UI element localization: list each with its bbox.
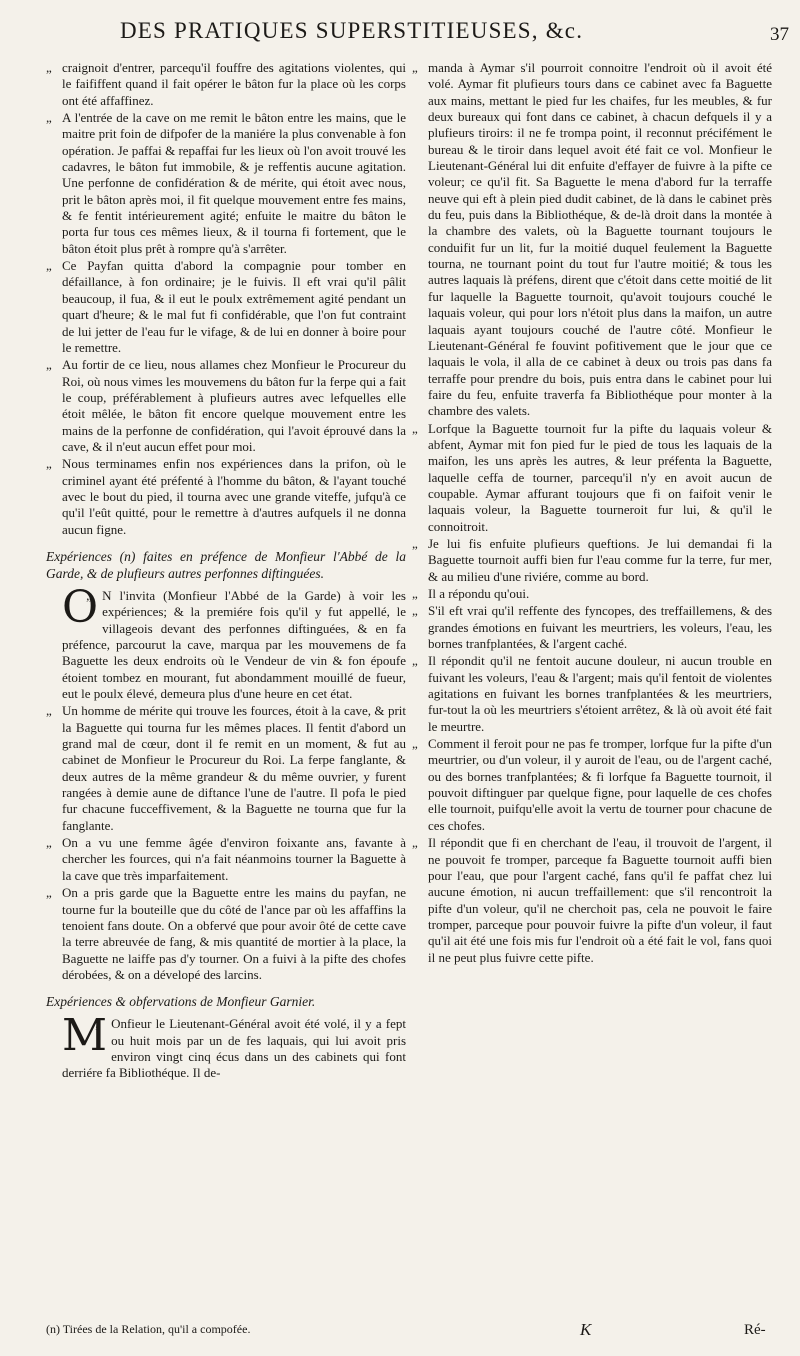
drop-cap: „ M bbox=[62, 1010, 108, 1062]
section-heading: Expériences & obfervations de Monfieur Garnier. bbox=[46, 994, 316, 1010]
paragraph: „ Lorfque la Baguette tournoit fur la pifte du laquais voleur & abfent, Aymar mit fon pied fur le pied de tous les laquais de la maifon, les uns après les autres, & leur préfenta la Baguette, laquelle ceffa de tourner, parcequ'il n'y en avoit aucun de coupable. Aymar affurant toujours que fi on faifoit venir le laquais voleur, la Baguette tourneroit fur lui, & qu'il le connoitroit. bbox=[412, 421, 772, 535]
footnote: (n) Tirées de la Relation, qu'il a compofée. bbox=[46, 1322, 251, 1336]
catchword: Ré- bbox=[744, 1322, 766, 1338]
paragraph-dropcap bbox=[46, 1010, 406, 1081]
paragraph: „ Un homme de mérite qui trouve les fources, étoit à la cave, & prit la Baguette qui tourna fur les mêmes places. Il fentit d'abord un grand mal de cœur, dont il fe remit en un moment, & fut au cabinet de Monfieur le Procureur du Roi. La ferpe fanglante, & deux autres de la même grandeur & du même ouvrier, y furent rangées à demie aune de diftance l'une de l'autre. Il pofa le pied fur chacune fucceffivement, & la Baguette ne tourna que fur la fanglante. bbox=[46, 703, 406, 834]
page-header bbox=[0, 4, 800, 50]
paragraph: „ S'il eft vrai qu'il reffente des fyncopes, des treffaillemens, & des grandes émotions en fuivant les meurtriers, les voleurs, l'eau, les bornes tranfplantées, & l'argent caché. bbox=[412, 603, 772, 652]
drop-cap: „ O bbox=[62, 581, 99, 633]
paragraph: „ A l'entrée de la cave on me remit le bâton entre les mains, que le maitre prit foin de difpofer de la maniére la plus convenable à fon opération. Je paffai & repaffai fur les lieux où l'on avoit trouvé les cadavres, le bâton fut immobile, & je reffentis aucune agitation. Une perfonne de confidération & de mérite, qui étoit avec nous, prit le bâton après moi, il fit quelque mouvement entre fes mains, & fe fentit intérieurement agité; enfuite le maitre du bâton le porta fur tous ces mêmes lieux, & il tourna fi fortement, que le bâton étoit plus prêt à rompre qu'à s'arrêter. bbox=[46, 110, 406, 257]
left-column bbox=[46, 60, 406, 1083]
paragraph: „ Comment il feroit pour ne pas fe tromper, lorfque fur la pifte d'un meurtrier, ou d'un voleur, il y auroit de l'eau, ou de l'argent caché, ou des bornes tranfplantées; & fi lorfque fa Baguette tournoit, il pouvoit diftinguer par quelque figne, pour laquelle de ces chofes elle tournoit, puifqu'elle avoit la vertu de tourner pour chacune de ces chofes. bbox=[412, 736, 772, 834]
running-title: DES PRATIQUES SUPERSTITIEUSES, &c. bbox=[120, 18, 584, 43]
page-number: 37 bbox=[770, 24, 789, 45]
paragraph: „ Il répondit que fi en cherchant de l'eau, il trouvoit de l'argent, il ne pouvoit fe tromper, parceque fa Baguette tournoit auffi bien pour l'eau, que pour l'argent caché, fans qu'il fe paffat chez lui aucune émotion, ni aucun treffaillement: que s'il rencontroit la pifte d'un voleur, qu'il ne cherchoit pas, cela ne pouvoit le faire tromper, parceque pour pouvoir fuivre la pifte d'un voleur, il faut qu'il ait été une fois mis fur l'endroit où a été fait le vol, fans quoi il ne peut plus fuivre cette pifte. bbox=[412, 835, 772, 966]
right-column bbox=[412, 60, 772, 967]
paragraph: „ Au fortir de ce lieu, nous allames chez Monfieur le Procureur du Roi, où nous vimes les mouvemens du bâton fur la ferpe qui a fait le coup, préférablement à plufieurs autres avec lefquelles elle étoit mêlée, le bâton fit encore quelque mouvement entre les mains de la perfonne de confidération, qui l'avoit éprouvé dans la cave, & il n'eut aucun effet pour moi. bbox=[46, 357, 406, 455]
paragraph: „ On a vu une femme âgée d'environ foixante ans, favante à chercher les fources, qui n'a fait néanmoins tourner la Baguette à la cave que très imparfaitement. bbox=[46, 835, 406, 884]
paragraph-dropcap bbox=[46, 581, 406, 702]
signature-mark: K bbox=[580, 1320, 592, 1339]
paragraph: „ Ce Payfan quitta d'abord la compagnie pour tomber en défaillance, à fon ordinaire; je le fuivis. Il eft vrai qu'il pâlit beaucoup, il fua, & il eut le poulx extrêmement agité pendant un quart d'heure; & le mal fut fi confidérable, que l'on fut contraint de lui jetter de l'eau fur le vifage, & de lui en donner à boire pour le remettre. bbox=[46, 258, 406, 356]
paragraph: „ Je lui fis enfuite plufieurs queftions. Je lui demandai fi la Baguette tournoit auffi bien fur l'eau comme fur la terre, fur mer, & au milieu d'une riviére, comme au bord. bbox=[412, 536, 772, 585]
paragraph: „ Il a répondu qu'oui. bbox=[412, 586, 772, 602]
section-heading: Expériences (n) faites en préfence de Monfieur l'Abbé de la Garde, & de plufieurs autres perfonnes diftinguées. bbox=[46, 548, 406, 581]
paragraph: „ Nous terminames enfin nos expériences dans la prifon, où le criminel ayant été préfenté à l'homme du bâton, & l'ayant touché avec le bout du pied, il tourna avec une grande viteffe, jufqu'à ce qu'il l'eût quitté, pour le remettre à d'autres aufquels il ne donna aucun figne. bbox=[46, 456, 406, 538]
paragraph: „ craignoit d'entrer, parcequ'il fouffre des agitations violentes, qui le faififfent quand il fait opérer le bâton fur la place où les corps ont été affaffinez. bbox=[46, 60, 406, 109]
paragraph: „ Il répondit qu'il ne fentoit aucune douleur, ni aucun trouble en fuivant les voleurs, l'eau & l'argent; mais qu'il fentoit de violentes agitations en fuivant les bornes tranfplantées & les meurtriers, fur-tout la où les meurtriers s'étoient arrêtez, & là où avoit été fait le meurtre. bbox=[412, 653, 772, 735]
paragraph: „ manda à Aymar s'il pourroit connoitre l'endroit où il avoit été volé. Aymar fit plufieurs tours dans ce cabinet avec fa Baguette aux mains, mettant le pied fur les chaifes, fur les meubles, & fur deux bureaux qui font dans ce cabinet, à chacun defquels il y a plufieurs tiroirs: il ne fe trompa point, il reconnut précifément le bureau & le tiroir dans lequel avoit été fait ce vol. Monfieur le Lieutenant-Général lui dit enfuite d'effayer de fuivre à la pifte ce voleur; ce qu'il fit. Sa Baguette le mena d'abord fur la terraffe neuve qui eft à plein pied dudit cabinet, de là dans le cabinet près du feu, puis dans la Bibliothéque, & de-là droit dans la montée à la chambre des valets, où la Baguette tournant toujours le conduifit fur un lit, fur la moitié duquel feulement la Baguette tourna, ne tournant point du tout fur l'autre moitié; & tous les autres laquais là préfens, dirent que c'étoit dans cette moitié de lit fur laquelle la Baguette tournoit, qu'avoit toujours couché le laquais voleur, qui pour lors n'étoit plus dans la maifon, un autre laquais ayant toujours couché de l'autre côté. Monfieur le Lieutenant-Général fe fouvint pofitivement que le jour que ce laquais le vola, il alla de ce cabinet à deux ou trois pas dans fa terraffe pour prendre du bois, puis entra dans le cabinet pour lui faire du feu, enfuite traverfa fa Bibliothéque pour monter à la chambre des valets. bbox=[412, 60, 772, 420]
paragraph-text: N l'invita (Monfieur l'Abbé de la Garde) à voir les expériences; & la premiére fois qu'il y fut appellé, le villageois devant des perfonnes diftinguées, & en fa préfence, parcourut la cave, marqua par les mouvemens de fa Baguette les deux endroits où le Vendeur de vin & fon époufe étoient tombez en mourant, fut abondamment mouillé de fueur, eut le poulx élevé, demeura plus d'une heure en cet état. bbox=[62, 587, 406, 702]
paragraph-text: Onfieur le Lieutenant-Général avoit été volé, il y a fept ou huit mois par un de fes laquais, qui lui avoit pris environ vingt cinq écus dans un des cabinets qui font derriére fa Bibliothéque. Il de- bbox=[62, 1016, 406, 1081]
paragraph: „ On a pris garde que la Baguette entre les mains du payfan, ne tourne fur la bouteille que du côté de l'ance par où les affaffins la tenoient fans doute. On a obfervé que pour avoir ôté de cette cave la terre abreuvée de fang, & mis quantité de mortier à la place, la Baguette ne laiffe pas d'y tourner. On a fuivi à la pifte des chofes dérobées, & on a dévelopé des larcins. bbox=[46, 885, 406, 983]
